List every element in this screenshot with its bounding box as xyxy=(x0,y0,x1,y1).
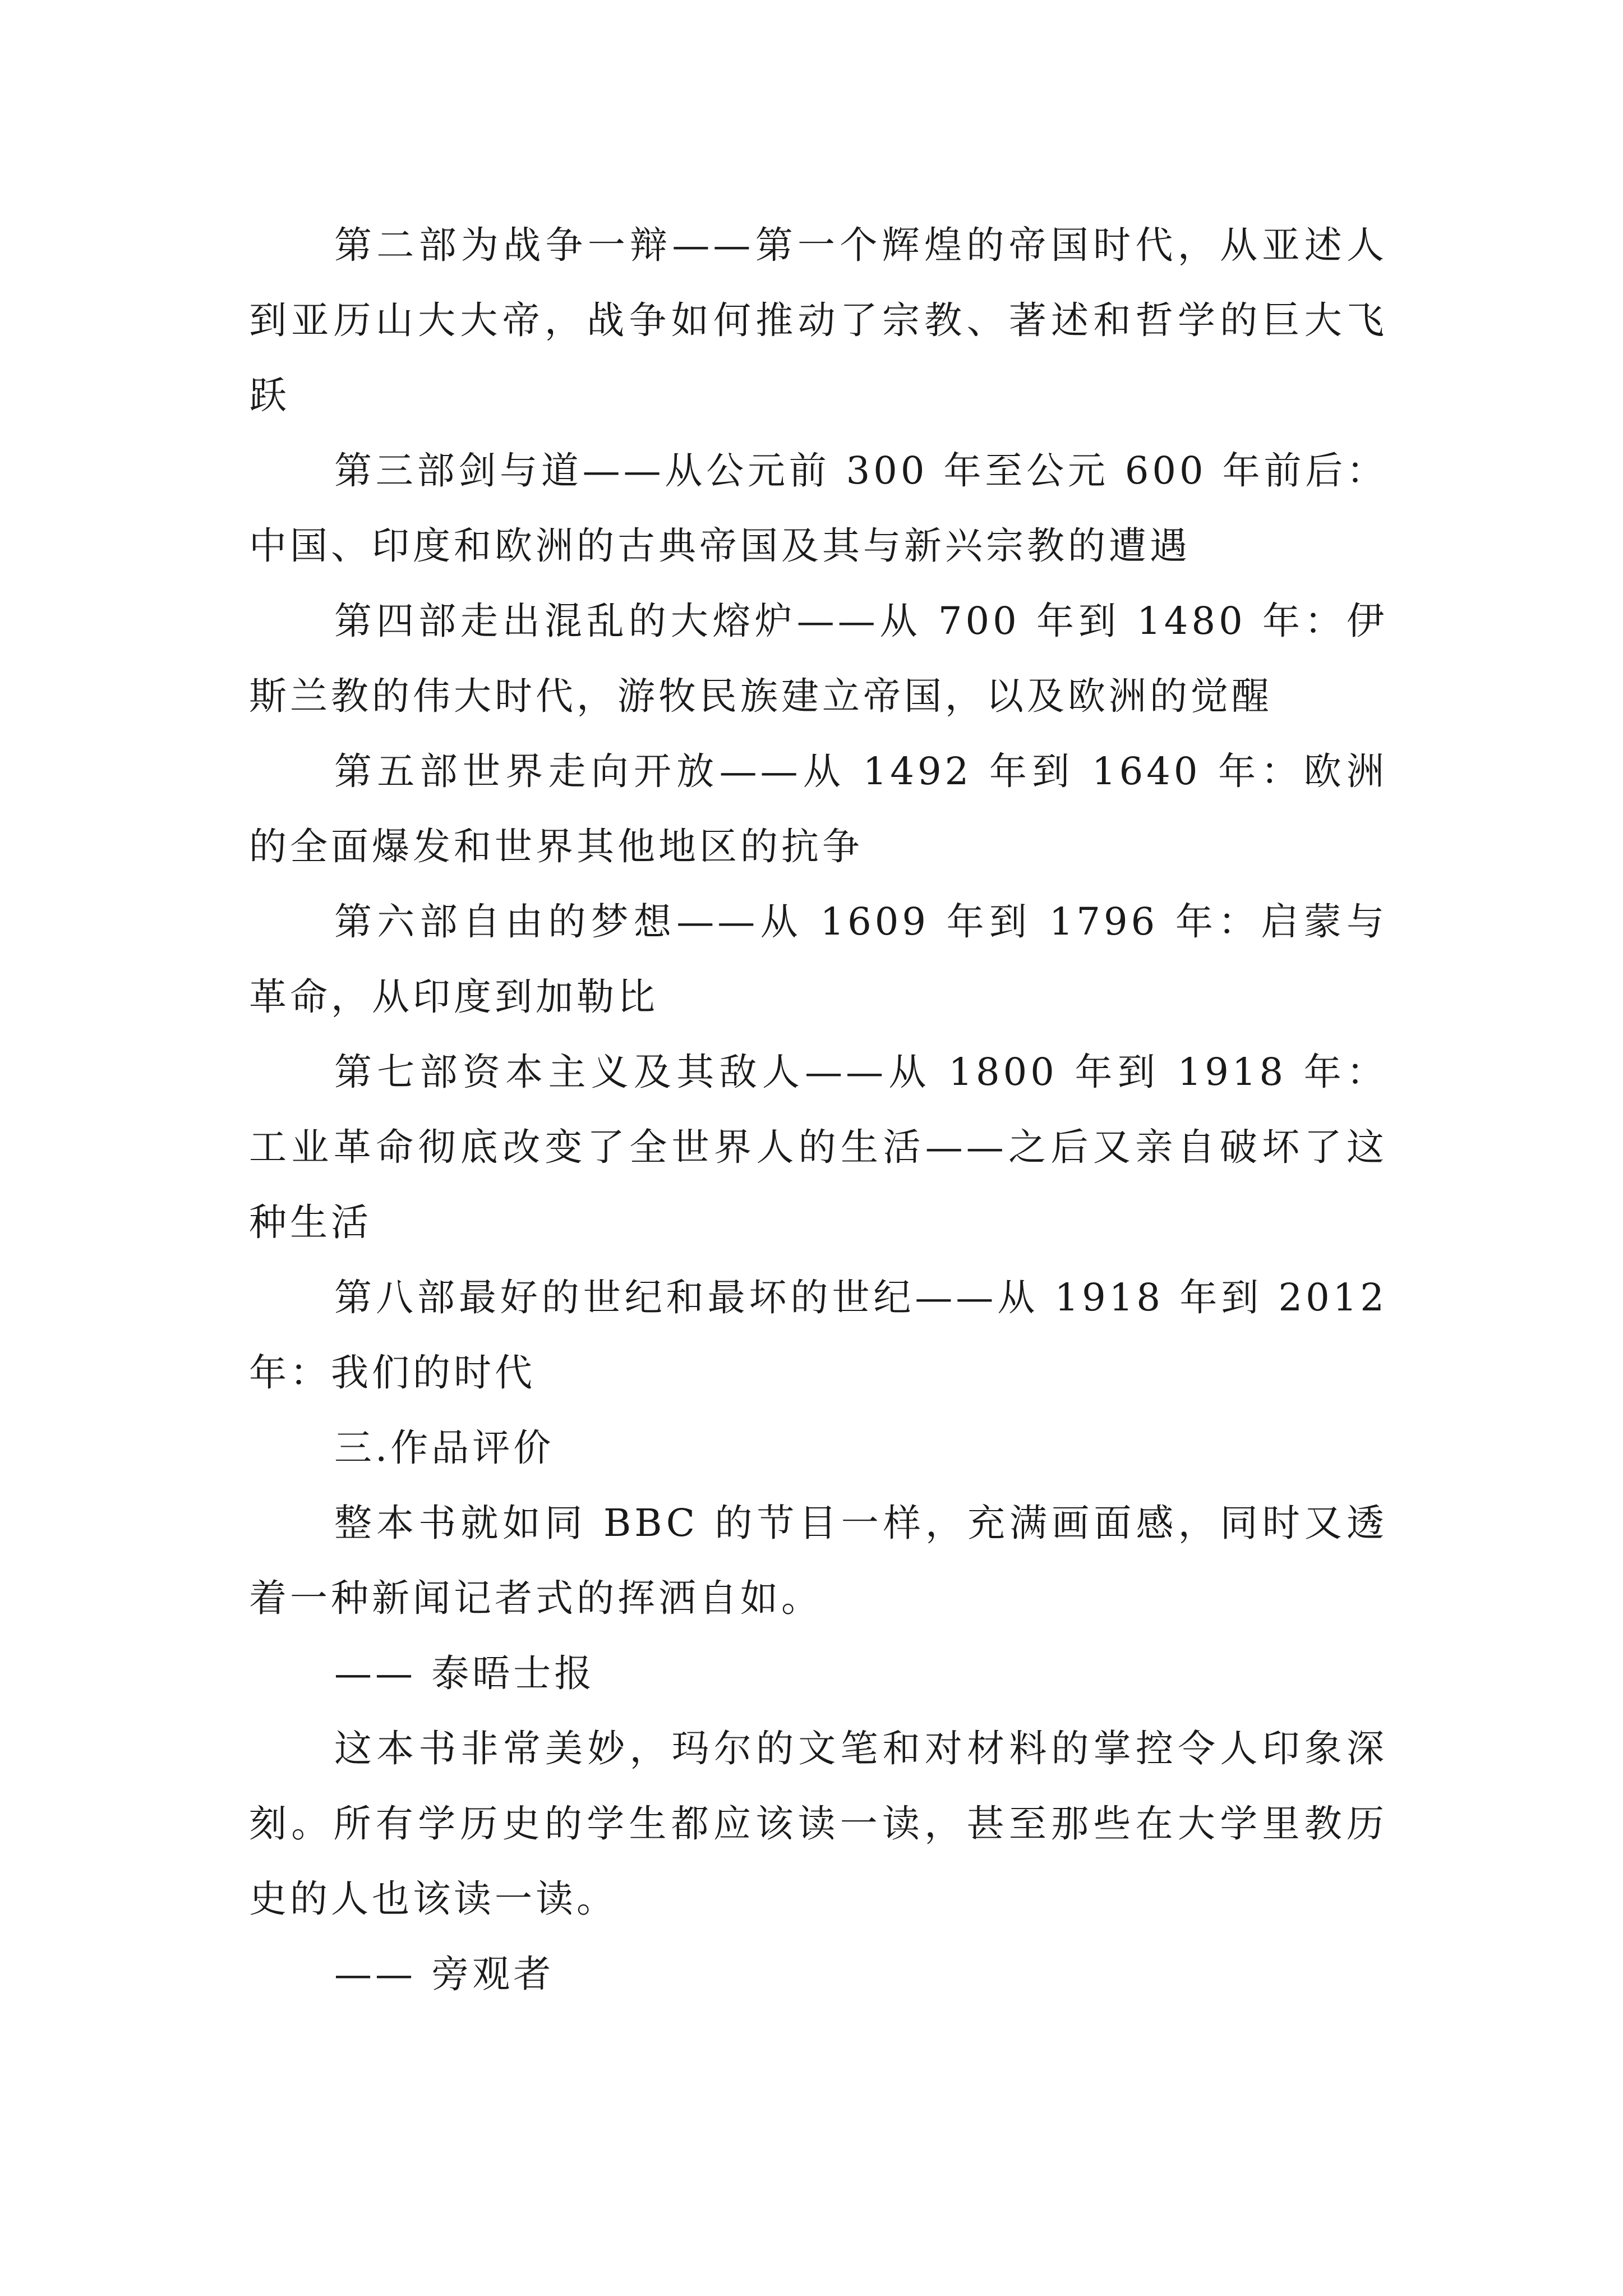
paragraph-part-six: 第六部自由的梦想——从 1609 年到 1796 年：启蒙与革命，从印度到加勒比 xyxy=(249,900,1387,1019)
paragraph-part-five: 第五部世界走向开放——从 1492 年到 1640 年：欧洲的全面爆发和世界其他地区的抗争 xyxy=(249,749,1387,868)
paragraph-part-two: 第二部为战争一辩——第一个辉煌的帝国时代，从亚述人到亚历山大大帝，战争如何推动了宗教、著述和哲学的巨大飞跃 xyxy=(249,223,1387,417)
review-quote-2: 这本书非常美妙，玛尔的文笔和对材料的掌控令人印象深刻。所有学历史的学生都应该读一读，甚至那些在大学里教历史的人也该读一读。 xyxy=(249,1727,1387,1921)
paragraph-part-three: 第三部剑与道——从公元前 300 年至公元 600 年前后：中国、印度和欧洲的古典帝国及其与新兴宗教的遭遇 xyxy=(249,449,1387,568)
paragraph-part-seven: 第七部资本主义及其敌人——从 1800 年到 1918 年：工业革命彻底改变了全世界人的生活——之后又亲自破坏了这种生活 xyxy=(249,1050,1387,1244)
paragraph-part-four: 第四部走出混乱的大熔炉——从 700 年到 1480 年：伊斯兰教的伟大时代，游牧民族建立帝国，以及欧洲的觉醒 xyxy=(249,599,1387,718)
paragraph-part-eight: 第八部最好的世纪和最坏的世纪——从 1918 年到 2012 年：我们的时代 xyxy=(249,1276,1387,1395)
review-source-2: —— 旁观者 xyxy=(334,1952,555,1996)
section-heading-review: 三.作品评价 xyxy=(334,1426,555,1470)
review-source-1: —— 泰晤士报 xyxy=(334,1651,596,1695)
document-page xyxy=(249,208,1387,2012)
review-quote-1: 整本书就如同 BBC 的节目一样，充满画面感，同时又透着一种新闻记者式的挥洒自如。 xyxy=(249,1501,1387,1620)
